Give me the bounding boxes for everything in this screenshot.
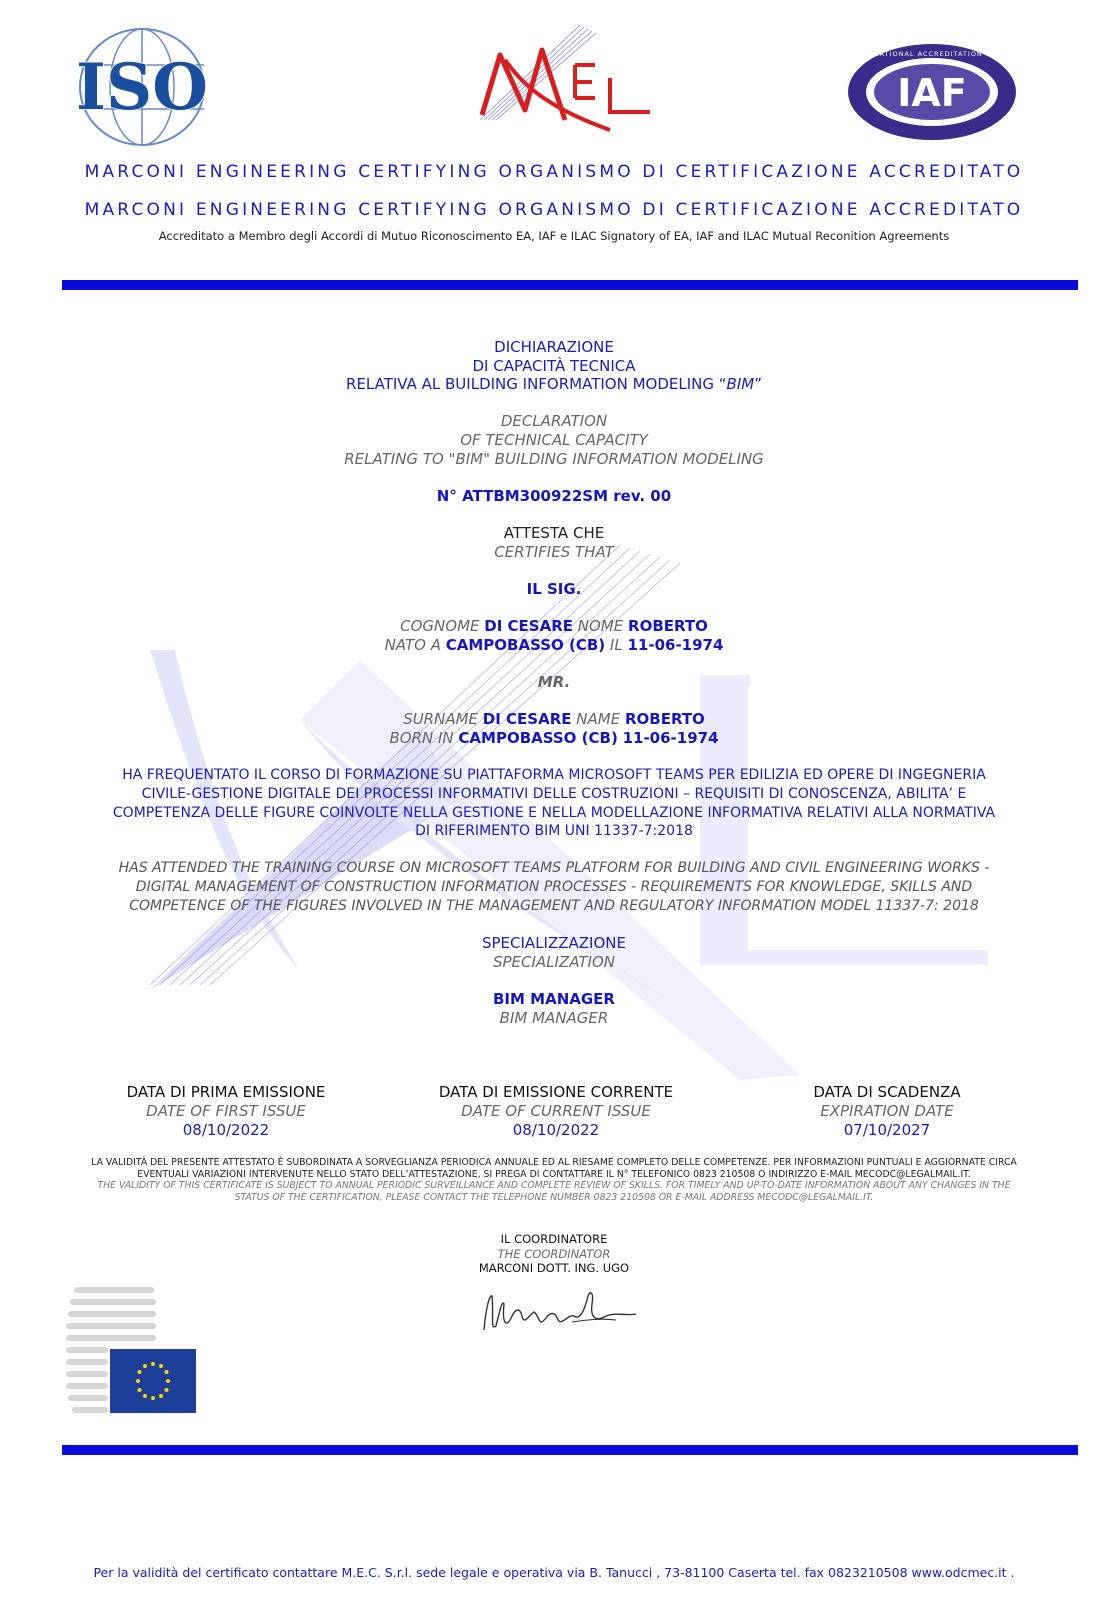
specialization-label-en: SPECIALIZATION <box>492 953 616 971</box>
course-it-line: DI RIFERIMENTO BIM UNI 11337-7:2018 <box>415 823 693 840</box>
date-label-it: DATA DI PRIMA EMISSIONE <box>126 1083 326 1101</box>
name-label-en: NAME <box>576 710 621 728</box>
attests-it: ATTESTA CHE <box>503 524 605 542</box>
specialization-value-en: BIM MANAGER <box>499 1009 609 1027</box>
birthdate-it: 11-06-1974 <box>627 636 724 654</box>
date-current-issue <box>396 1083 716 1140</box>
person-title-it: IL SIG. <box>526 580 582 598</box>
name-it: ROBERTO <box>628 617 708 635</box>
person-name-en <box>0 710 1108 729</box>
title-it-line-3-em: BIM <box>726 375 755 393</box>
course-it-line: CIVILE-GESTIONE DIGITALE DEI PROCESSI INFORMATIVI DELLE COSTRUZIONI – REQUISITI DI CONOSCENZA, ABILITA’ E <box>141 785 967 802</box>
coordinator-label-it: IL COORDINATORE <box>500 1232 608 1246</box>
birthplace-it: CAMPOBASSO (CB) <box>445 636 606 654</box>
iaf-logo-text: IAF <box>897 71 967 115</box>
surname-en: DI CESARE <box>482 710 572 728</box>
title-it-line-1: DICHIARAZIONE <box>494 338 614 356</box>
validity-notice-it <box>0 1157 1108 1180</box>
validity-it-line: EVENTUALI VARIAZIONI INTERVENUTE NELLO STATO DELL’ATTESTAZIONE, SI PREGA DI CONTATTARE IL N° TELEFONICO 0823 210508 O INDIRIZZO E-MAIL MECODC@LEGALMAIL.IT. <box>137 1168 971 1180</box>
specialization-label-it: SPECIALIZZAZIONE <box>481 934 626 952</box>
coordinator-block <box>0 1232 1108 1276</box>
person-name-it <box>0 617 1108 636</box>
bottom-divider-bar <box>62 1445 1078 1455</box>
attests-en: CERTIFIES THAT <box>494 543 614 561</box>
date-value: 08/10/2022 <box>182 1121 270 1139</box>
course-en <box>0 859 1108 915</box>
org-name-line-2: MARCONI ENGINEERING CERTIFYING ORGANISMO DI CERTIFICAZIONE ACCREDITATO <box>84 200 1024 220</box>
mec-logo <box>470 20 660 138</box>
surname-label-en: SURNAME <box>403 710 478 728</box>
title-it-line-3-prefix: RELATIVA AL BUILDING INFORMATION MODELING “ <box>346 375 727 393</box>
coordinator-name: MARCONI DOTT. ING. UGO <box>478 1261 630 1275</box>
course-it <box>0 766 1108 841</box>
birthdate-en: 11-06-1974 <box>622 729 719 747</box>
date-first-issue <box>66 1083 386 1140</box>
org-name-line-1: MARCONI ENGINEERING CERTIFYING ORGANISMO DI CERTIFICAZIONE ACCREDITATO <box>84 162 1024 182</box>
person-title-en: MR. <box>537 673 571 691</box>
name-en: ROBERTO <box>624 710 705 728</box>
title-en-line-3: RELATING TO "BIM" BUILDING INFORMATION MODELING <box>344 450 764 468</box>
date-label-it: DATA DI EMISSIONE CORRENTE <box>438 1083 674 1101</box>
surname-it: DI CESARE <box>484 617 573 635</box>
signature <box>476 1286 641 1342</box>
iso-logo-text: ISO <box>76 50 208 125</box>
date-label-en: DATE OF FIRST ISSUE <box>146 1102 306 1120</box>
validity-en-line: STATUS OF THE CERTIFICATION, PLEASE CONTACT THE TELEPHONE NUMBER 0823 210508 OR E-MAIL ADDRESS MECODC@LEGALMAIL.IT. <box>234 1191 874 1203</box>
validity-notice-en <box>0 1180 1108 1203</box>
course-en-line: COMPETENCE OF THE FIGURES INVOLVED IN THE MANAGEMENT AND REGULATORY INFORMATION MODEL 11337-7: 2018 <box>129 897 979 914</box>
date-expiration <box>727 1083 1047 1140</box>
validity-it-line: LA VALIDITÀ DEL PRESENTE ATTESTATO È SUBORDINATA A SORVEGLIANZA PERIODICA ANNUALE ED AL RIESAME COMPLETO DELLE COMPETENZE. PER INFORMAZIONI PUNTUALI E AGGIORNATE CIRCA <box>91 1157 1017 1168</box>
iso-logo <box>62 25 222 147</box>
eu-logo <box>64 1285 204 1425</box>
surname-label-it: COGNOME <box>400 617 480 635</box>
date-label-en: EXPIRATION DATE <box>820 1102 954 1120</box>
specialization-value-it: BIM MANAGER <box>493 990 615 1008</box>
iaf-logo <box>845 42 1020 142</box>
title-en-line-2: OF TECHNICAL CAPACITY <box>460 431 648 449</box>
birthplace-en: CAMPOBASSO (CB) <box>458 729 618 747</box>
course-en-line: DIGITAL MANAGEMENT OF CONSTRUCTION INFORMATION PROCESSES - REQUIREMENTS FOR KNOWLEDGE, SKILLS AND <box>135 878 973 895</box>
course-en-line: HAS ATTENDED THE TRAINING COURSE ON MICROSOFT TEAMS PLATFORM FOR BUILDING AND CIVIL ENGINEERING WORKS - <box>118 860 990 876</box>
accreditation-note: Accreditato a Membro degli Accordi di Mutuo Riconoscimento EA, IAF e ILAC Signatory of EA, IAF and ILAC Mutual Reconition Agreements <box>158 229 950 243</box>
title-it-line-3-suffix: ” <box>754 375 762 393</box>
iaf-ring-text: INTERNATIONAL ACCREDITATION FORUM <box>849 50 1015 58</box>
validity-en-line: THE VALIDITY OF THIS CERTIFICATE IS SUBJECT TO ANNUAL PERIODIC SURVEILLANCE AND COMPLETE REVIEW OF SKILLS. FOR TIMELY AND UP-TO-DATE INFORMATION ABOUT ANY CHANGES IN THE <box>97 1180 1011 1191</box>
title-en-line-1: DECLARATION <box>500 412 608 430</box>
person-birth-en <box>0 729 1108 748</box>
declaration-number: N° ATTBM300922SM rev. 00 <box>436 487 672 505</box>
date-value: 07/10/2027 <box>843 1121 931 1139</box>
person-birth-it <box>0 636 1108 655</box>
coordinator-label-en: THE COORDINATOR <box>497 1246 611 1261</box>
born-label-en: BORN IN <box>389 729 454 747</box>
course-it-line: COMPETENZA DELLE FIGURE COINVOLTE NELLA GESTIONE E NELLA MODELLAZIONE INFORMATIVA RELATIVI ALLA NORMATIVA <box>112 804 996 821</box>
date-label-it: IL <box>609 636 623 654</box>
top-divider-bar <box>62 280 1078 290</box>
born-label-it: NATO A <box>384 636 441 654</box>
title-it-line-3 <box>0 375 1108 394</box>
date-value: 08/10/2022 <box>512 1121 600 1139</box>
date-label-it: DATA DI SCADENZA <box>813 1083 961 1101</box>
footer-contact: Per la validità del certificato contattare M.E.C. S.r.l. sede legale e operativa via B. Tanucci , 73-81100 Caserta tel. fax 0823210508 www.odcmec.it . <box>93 1565 1015 1580</box>
course-it-line: HA FREQUENTATO IL CORSO DI FORMAZIONE SU PIATTAFORMA MICROSOFT TEAMS PER EDILIZIA ED OPERE DI INGEGNERIA <box>122 767 986 783</box>
date-label-en: DATE OF CURRENT ISSUE <box>461 1102 651 1120</box>
title-it-line-2: DI CAPACITÀ TECNICA <box>472 357 636 375</box>
name-label-it: NOME <box>577 617 624 635</box>
